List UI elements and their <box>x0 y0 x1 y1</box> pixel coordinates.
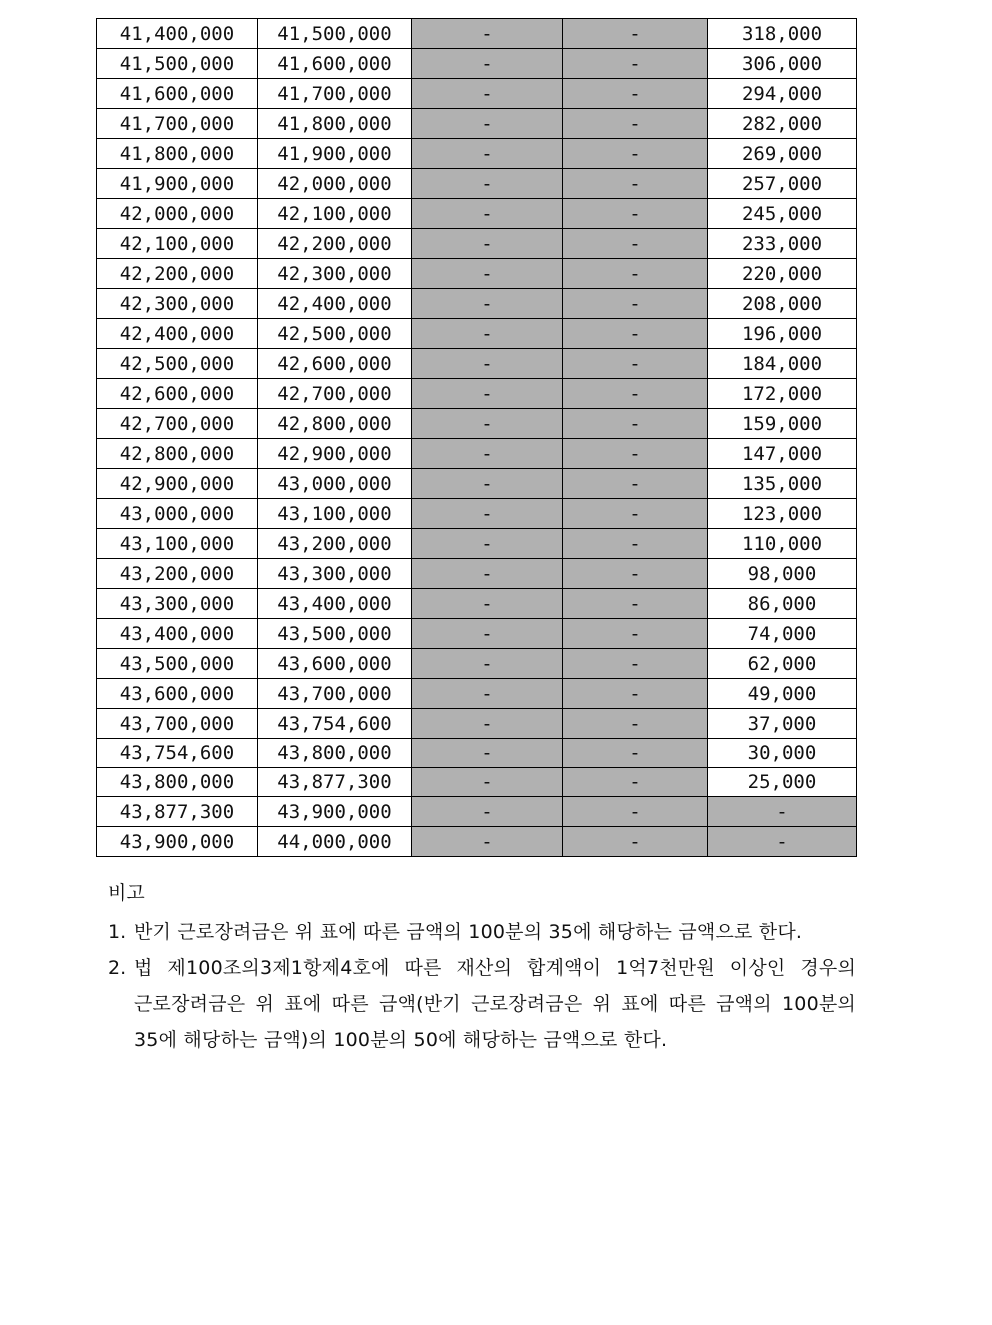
dash-cell: - <box>563 409 708 439</box>
table-row <box>97 409 857 439</box>
note-item <box>108 950 856 1058</box>
income-to-cell: 42,100,000 <box>258 199 412 229</box>
amount-cell: 318,000 <box>708 19 857 49</box>
income-from-cell: 43,754,600 <box>97 739 258 768</box>
income-from-cell: 42,200,000 <box>97 259 258 289</box>
table-row <box>97 739 857 768</box>
notes-section <box>108 878 856 1058</box>
table-body <box>97 19 857 857</box>
dash-cell: - <box>563 768 708 797</box>
dash-cell: - <box>412 289 563 319</box>
dash-cell: - <box>563 109 708 139</box>
income-to-cell: 41,600,000 <box>258 49 412 79</box>
amount-cell: 147,000 <box>708 439 857 469</box>
dash-cell: - <box>563 589 708 619</box>
income-to-cell: 43,800,000 <box>258 739 412 768</box>
income-from-cell: 43,100,000 <box>97 529 258 559</box>
amount-cell: 233,000 <box>708 229 857 259</box>
dash-cell: - <box>412 559 563 589</box>
table-row <box>97 589 857 619</box>
income-to-cell: 43,600,000 <box>258 649 412 679</box>
income-to-cell: 42,500,000 <box>258 319 412 349</box>
income-to-cell: 44,000,000 <box>258 827 412 857</box>
income-to-cell: 41,700,000 <box>258 79 412 109</box>
note-item <box>108 914 856 950</box>
table-row <box>97 529 857 559</box>
table-row <box>97 229 857 259</box>
table-row <box>97 319 857 349</box>
dash-cell: - <box>412 469 563 499</box>
dash-cell: - <box>412 529 563 559</box>
income-from-cell: 41,800,000 <box>97 139 258 169</box>
income-from-cell: 43,200,000 <box>97 559 258 589</box>
dash-cell: - <box>412 319 563 349</box>
dash-cell: - <box>563 349 708 379</box>
amount-cell: 245,000 <box>708 199 857 229</box>
amount-cell: - <box>708 827 857 857</box>
table-row <box>97 499 857 529</box>
income-to-cell: 43,754,600 <box>258 709 412 739</box>
income-to-cell: 42,900,000 <box>258 439 412 469</box>
dash-cell: - <box>563 469 708 499</box>
amount-cell: 196,000 <box>708 319 857 349</box>
dash-cell: - <box>563 559 708 589</box>
income-from-cell: 42,500,000 <box>97 349 258 379</box>
income-from-cell: 41,700,000 <box>97 109 258 139</box>
dash-cell: - <box>412 379 563 409</box>
income-from-cell: 43,500,000 <box>97 649 258 679</box>
dash-cell: - <box>563 169 708 199</box>
amount-cell: 172,000 <box>708 379 857 409</box>
income-from-cell: 43,600,000 <box>97 679 258 709</box>
dash-cell: - <box>563 379 708 409</box>
income-to-cell: 42,000,000 <box>258 169 412 199</box>
income-from-cell: 43,700,000 <box>97 709 258 739</box>
dash-cell: - <box>563 649 708 679</box>
dash-cell: - <box>412 409 563 439</box>
amount-cell: 25,000 <box>708 768 857 797</box>
table-row <box>97 199 857 229</box>
dash-cell: - <box>563 797 708 827</box>
dash-cell: - <box>563 259 708 289</box>
income-to-cell: 43,000,000 <box>258 469 412 499</box>
dash-cell: - <box>412 79 563 109</box>
amount-cell: 306,000 <box>708 49 857 79</box>
table-row <box>97 379 857 409</box>
income-from-cell: 43,900,000 <box>97 827 258 857</box>
dash-cell: - <box>412 709 563 739</box>
dash-cell: - <box>412 169 563 199</box>
income-from-cell: 41,900,000 <box>97 169 258 199</box>
dash-cell: - <box>563 679 708 709</box>
income-from-cell: 41,500,000 <box>97 49 258 79</box>
dash-cell: - <box>412 619 563 649</box>
dash-cell: - <box>563 319 708 349</box>
income-from-cell: 41,600,000 <box>97 79 258 109</box>
income-from-cell: 42,100,000 <box>97 229 258 259</box>
income-from-cell: 41,400,000 <box>97 19 258 49</box>
dash-cell: - <box>412 349 563 379</box>
income-from-cell: 42,000,000 <box>97 199 258 229</box>
amount-cell: 49,000 <box>708 679 857 709</box>
table-row <box>97 439 857 469</box>
dash-cell: - <box>412 797 563 827</box>
dash-cell: - <box>412 139 563 169</box>
dash-cell: - <box>412 229 563 259</box>
dash-cell: - <box>563 79 708 109</box>
dash-cell: - <box>412 499 563 529</box>
dash-cell: - <box>563 739 708 768</box>
table-row <box>97 827 857 857</box>
dash-cell: - <box>412 649 563 679</box>
amount-cell: 208,000 <box>708 289 857 319</box>
dash-cell: - <box>412 259 563 289</box>
income-to-cell: 43,877,300 <box>258 768 412 797</box>
table-row <box>97 619 857 649</box>
amount-cell: 123,000 <box>708 499 857 529</box>
dash-cell: - <box>563 619 708 649</box>
dash-cell: - <box>563 827 708 857</box>
income-to-cell: 42,800,000 <box>258 409 412 439</box>
income-to-cell: 41,900,000 <box>258 139 412 169</box>
table-row <box>97 139 857 169</box>
table-row <box>97 649 857 679</box>
table-row <box>97 797 857 827</box>
amount-cell: 184,000 <box>708 349 857 379</box>
amount-cell: 269,000 <box>708 139 857 169</box>
income-to-cell: 43,400,000 <box>258 589 412 619</box>
amount-cell: - <box>708 797 857 827</box>
credit-amount-table <box>96 18 856 857</box>
table-row <box>97 19 857 49</box>
dash-cell: - <box>412 19 563 49</box>
income-to-cell: 43,500,000 <box>258 619 412 649</box>
amount-cell: 86,000 <box>708 589 857 619</box>
table-row <box>97 289 857 319</box>
amount-cell: 62,000 <box>708 649 857 679</box>
dash-cell: - <box>563 229 708 259</box>
income-from-cell: 43,800,000 <box>97 768 258 797</box>
dash-cell: - <box>412 49 563 79</box>
dash-cell: - <box>412 109 563 139</box>
income-from-cell: 42,900,000 <box>97 469 258 499</box>
income-from-cell: 42,400,000 <box>97 319 258 349</box>
note-text: 반기 근로장려금은 위 표에 따른 금액의 100분의 35에 해당하는 금액으로 한다. <box>134 921 803 943</box>
income-to-cell: 42,400,000 <box>258 289 412 319</box>
income-to-cell: 43,300,000 <box>258 559 412 589</box>
dash-cell: - <box>412 199 563 229</box>
table-row <box>97 79 857 109</box>
table-row <box>97 49 857 79</box>
dash-cell: - <box>412 768 563 797</box>
dash-cell: - <box>412 739 563 768</box>
table-row <box>97 349 857 379</box>
table-row <box>97 679 857 709</box>
note-number: 2. <box>108 957 127 979</box>
income-from-cell: 43,300,000 <box>97 589 258 619</box>
income-to-cell: 43,900,000 <box>258 797 412 827</box>
table-row <box>97 169 857 199</box>
amount-cell: 282,000 <box>708 109 857 139</box>
dash-cell: - <box>563 529 708 559</box>
income-from-cell: 42,800,000 <box>97 439 258 469</box>
amount-cell: 135,000 <box>708 469 857 499</box>
income-from-cell: 42,300,000 <box>97 289 258 319</box>
dash-cell: - <box>563 289 708 319</box>
amount-cell: 257,000 <box>708 169 857 199</box>
dash-cell: - <box>563 439 708 469</box>
note-text: 법 제100조의3제1항제4호에 따른 재산의 합계액이 1억7천만원 이상인 경우의 근로장려금은 위 표에 따른 금액(반기 근로장려금은 위 표에 따른 금액의 100분의 35에 해당하는 금액)의 100분의 50에 해당하는 금액으로 한다. <box>134 957 856 1051</box>
notes-title: 비고 <box>108 882 145 904</box>
table-row <box>97 469 857 499</box>
dash-cell: - <box>412 439 563 469</box>
amount-cell: 294,000 <box>708 79 857 109</box>
dash-cell: - <box>563 499 708 529</box>
table-row <box>97 768 857 797</box>
table-row <box>97 109 857 139</box>
income-to-cell: 41,800,000 <box>258 109 412 139</box>
amount-cell: 98,000 <box>708 559 857 589</box>
income-to-cell: 42,600,000 <box>258 349 412 379</box>
dash-cell: - <box>563 139 708 169</box>
dash-cell: - <box>412 827 563 857</box>
note-number: 1. <box>108 921 127 943</box>
income-from-cell: 42,600,000 <box>97 379 258 409</box>
amount-cell: 110,000 <box>708 529 857 559</box>
income-to-cell: 42,200,000 <box>258 229 412 259</box>
income-to-cell: 43,200,000 <box>258 529 412 559</box>
table-row <box>97 259 857 289</box>
table-row <box>97 559 857 589</box>
dash-cell: - <box>412 679 563 709</box>
credit-table <box>96 18 857 857</box>
amount-cell: 159,000 <box>708 409 857 439</box>
amount-cell: 37,000 <box>708 709 857 739</box>
income-from-cell: 43,877,300 <box>97 797 258 827</box>
income-from-cell: 42,700,000 <box>97 409 258 439</box>
income-to-cell: 43,100,000 <box>258 499 412 529</box>
income-from-cell: 43,000,000 <box>97 499 258 529</box>
table-row <box>97 709 857 739</box>
dash-cell: - <box>563 709 708 739</box>
dash-cell: - <box>563 199 708 229</box>
income-to-cell: 42,700,000 <box>258 379 412 409</box>
income-to-cell: 41,500,000 <box>258 19 412 49</box>
amount-cell: 220,000 <box>708 259 857 289</box>
amount-cell: 74,000 <box>708 619 857 649</box>
income-from-cell: 43,400,000 <box>97 619 258 649</box>
income-to-cell: 43,700,000 <box>258 679 412 709</box>
dash-cell: - <box>563 49 708 79</box>
dash-cell: - <box>412 589 563 619</box>
income-to-cell: 42,300,000 <box>258 259 412 289</box>
amount-cell: 30,000 <box>708 739 857 768</box>
dash-cell: - <box>563 19 708 49</box>
